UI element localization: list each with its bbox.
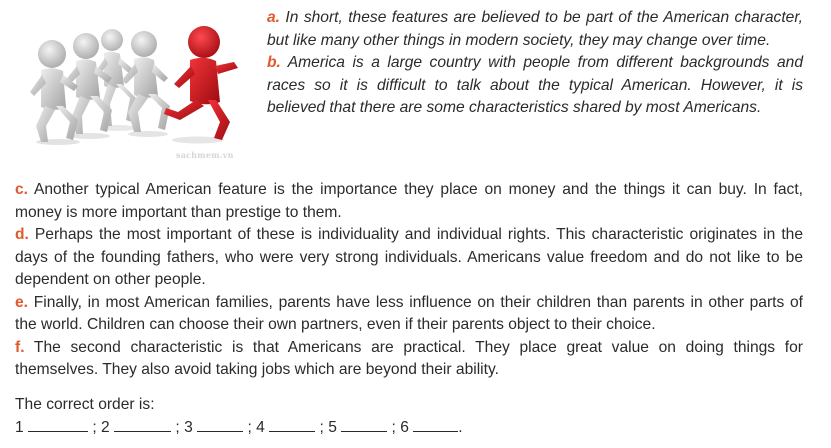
order-number-3: 3 [184, 418, 193, 436]
running-figures-illustration [8, 0, 260, 162]
answer-blank-3[interactable] [197, 417, 243, 432]
separator-2: ; [171, 418, 180, 436]
paragraph-d-letter: d. [15, 226, 29, 243]
answer-blank-1[interactable] [28, 417, 88, 432]
answer-terminator: . [458, 418, 463, 436]
answer-prompt: The correct order is: [15, 396, 155, 413]
paragraph-c-text: Another typical American feature is the importance they place on money and the things it can buy. In fact, money is more important than prestige to them. [15, 181, 803, 221]
header-section [0, 0, 831, 168]
separator-3: ; [243, 418, 252, 436]
body-paragraphs [15, 179, 803, 382]
order-number-5: 5 [328, 418, 337, 436]
order-number-4: 4 [256, 418, 265, 436]
paragraph-e [15, 292, 803, 337]
order-number-1: 1 [15, 418, 24, 436]
paragraph-e-letter: e. [15, 293, 29, 311]
top-paragraphs [267, 7, 803, 120]
order-number-6: 6 [400, 418, 409, 436]
separator-4: ; [315, 418, 324, 436]
answer-blank-5[interactable] [341, 417, 387, 432]
red-figure-leader [164, 26, 238, 144]
answer-section [15, 394, 815, 439]
paragraph-d [15, 224, 803, 292]
answer-blanks-row [15, 417, 815, 440]
paragraph-e-text: Finally, in most American families, parents have less influence on their children than parents in other parts of the world. Children can choose their own partners, even if their parents object to their choice. [15, 293, 803, 333]
paragraph-f-letter: f. [15, 338, 25, 356]
paragraph-b-letter: b. [267, 54, 281, 71]
paragraph-d-text: Perhaps the most important of these is individuality and individual rights. This characteristic originates in the days of the founding fathers, who were very strong individuals. Americans value freedom and do not like to be dependent on other people. [15, 226, 803, 288]
paragraph-f [15, 337, 803, 382]
paragraph-b [267, 52, 803, 120]
paragraph-a-text: In short, these features are believed to be part of the American character, but like many other things in modern society, they may change over time. [267, 9, 803, 49]
answer-blank-2[interactable] [114, 417, 171, 432]
grey-figure-3 [122, 31, 170, 137]
paragraph-a-letter: a. [267, 9, 281, 26]
paragraph-c-letter: c. [15, 181, 29, 198]
paragraph-c [15, 179, 803, 224]
paragraph-f-text: The second characteristic is that Americans are practical. They place great value on doing things for themselves. They also avoid taking jobs which are beyond their ability. [15, 338, 803, 378]
separator-5: ; [387, 418, 396, 436]
answer-blank-6[interactable] [413, 417, 458, 432]
answer-blank-4[interactable] [269, 417, 315, 432]
running-figures-graphic [8, 0, 260, 162]
grey-figure-1 [30, 40, 80, 145]
paragraph-b-text: America is a large country with people from different backgrounds and races so it is difficult to talk about the typical American. However, it is believed that there are some characteristics shared by most Americans. [267, 54, 803, 116]
separator-1: ; [88, 418, 97, 436]
paragraph-a [267, 7, 803, 52]
watermark-text: sachmem.vn [176, 150, 234, 160]
order-number-2: 2 [101, 418, 110, 436]
